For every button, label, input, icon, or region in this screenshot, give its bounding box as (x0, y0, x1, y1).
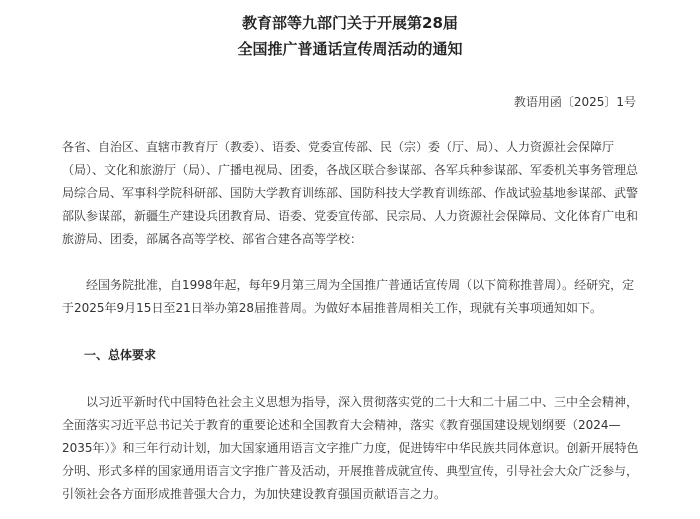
document-title-line-1: 教育部等九部门关于开展第28届 (242, 14, 458, 32)
intro-paragraph: 经国务院批准，自1998年起，每年9月第三周为全国推广普通话宣传周（以下简称推普周）。经研究，定于2025年9月15日至21日举办第28届推普周。为做好本届推普周相关工作，现就有关事项通知如下。 (62, 278, 635, 315)
addressee-paragraph: 各省、自治区、直辖市教育厅（教委）、语委、党委宣传部、民（宗）委（厅、局）、人力资源社会保障厅（局）、文化和旅游厅（局）、广播电视局、团委，各战区联合参谋部、各军兵种参谋部、军委机关事务管理总局综合局、军事科学院科研部、国防大学教育训练部、国防科技大学教育训练部、作战试验基地参谋部、武警部队参谋部，新疆生产建设兵团教育局、语委、党委宣传部、民宗局、人力资源社会保障局、文化体育广电和旅游局、团委，部属各高等学校、部省合建各高等学校： (62, 140, 639, 246)
document-title-line-2: 全国推广普通话宣传周活动的通知 (237, 40, 463, 58)
general-requirements-paragraph: 以习近平新时代中国特色社会主义思想为指导，深入贯彻落实党的二十大和二十届二中、三中全会精神，全面落实习近平总书记关于教育的重要论述和全国教育大会精神，落实《教育强国建设规划纲要（2024—2035年）》和三年行动计划，加大国家通用语言文字推广力度，促进铸牢中华民族共同体意识。创新开展特色分明、形式多样的国家通用语言文字推广普及活动，开展推普成就宣传、典型宣传，引导社会大众广泛参与，引领社会各方面形成推普强大合力，为加快建设教育强国贡献语言之力。 (62, 395, 639, 501)
document-number: 教语用函〔2025〕1号 (513, 95, 636, 109)
section-heading-general-requirements: 一、总体要求 (84, 348, 157, 362)
